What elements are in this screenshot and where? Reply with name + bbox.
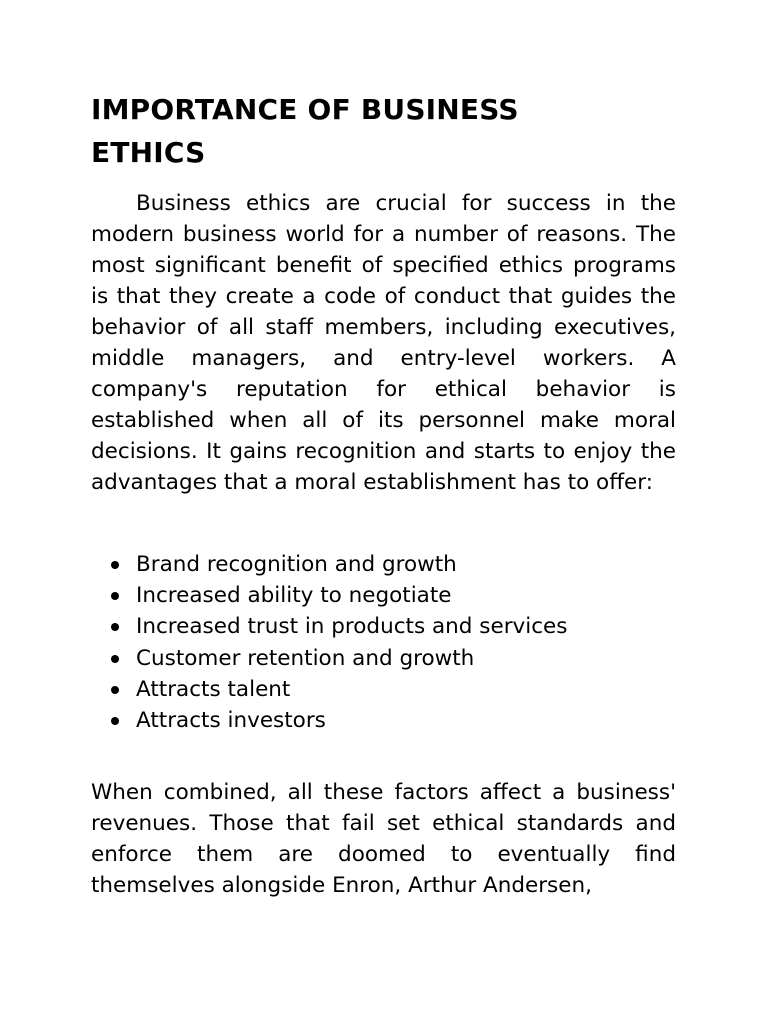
list-item-text: Brand recognition and growth bbox=[136, 552, 457, 577]
list-item bbox=[91, 580, 676, 611]
bullet-icon bbox=[111, 592, 119, 600]
bullet-icon bbox=[111, 623, 119, 631]
list-item-text: Attracts talent bbox=[136, 676, 291, 702]
list-item-text: Increased ability to negotiate bbox=[136, 583, 452, 609]
title-line-1: IMPORTANCE OF BUSINESS bbox=[91, 93, 519, 126]
list-item bbox=[91, 611, 676, 642]
bullet-icon bbox=[111, 686, 119, 694]
closing-paragraph: When combined, all these factors affect a business' revenues. Those that fail set ethical standards and enforce them are doomed to eventually find themselves alongside Enron, Arthur Andersen, bbox=[91, 780, 676, 899]
document-page bbox=[91, 88, 676, 901]
list-item bbox=[91, 705, 676, 736]
list-item-text: Customer retention and growth bbox=[136, 645, 475, 671]
list-item bbox=[91, 643, 676, 674]
bullet-icon bbox=[111, 561, 119, 569]
document-title bbox=[91, 88, 676, 174]
title-line-2: ETHICS bbox=[91, 136, 206, 169]
intro-paragraph: Business ethics are crucial for success in the modern business world for a number of reasons. The most significant benefit of specified ethics programs is that they create a code of conduct that guides the behavior of all staff members, including executives, middle managers, and entry-level workers. A company's reputation for ethical behavior is established when all of its personnel make moral decisions. It gains recognition and starts to enjoy the advantages that a moral establishment has to offer: bbox=[91, 191, 676, 495]
list-item-text: Increased trust in products and services bbox=[136, 614, 568, 640]
list-item bbox=[91, 674, 676, 705]
bullet-icon bbox=[111, 717, 119, 725]
benefits-list bbox=[91, 549, 676, 736]
list-item-text: Attracts investors bbox=[136, 708, 326, 734]
list-item bbox=[91, 549, 676, 580]
bullet-icon bbox=[111, 655, 119, 663]
